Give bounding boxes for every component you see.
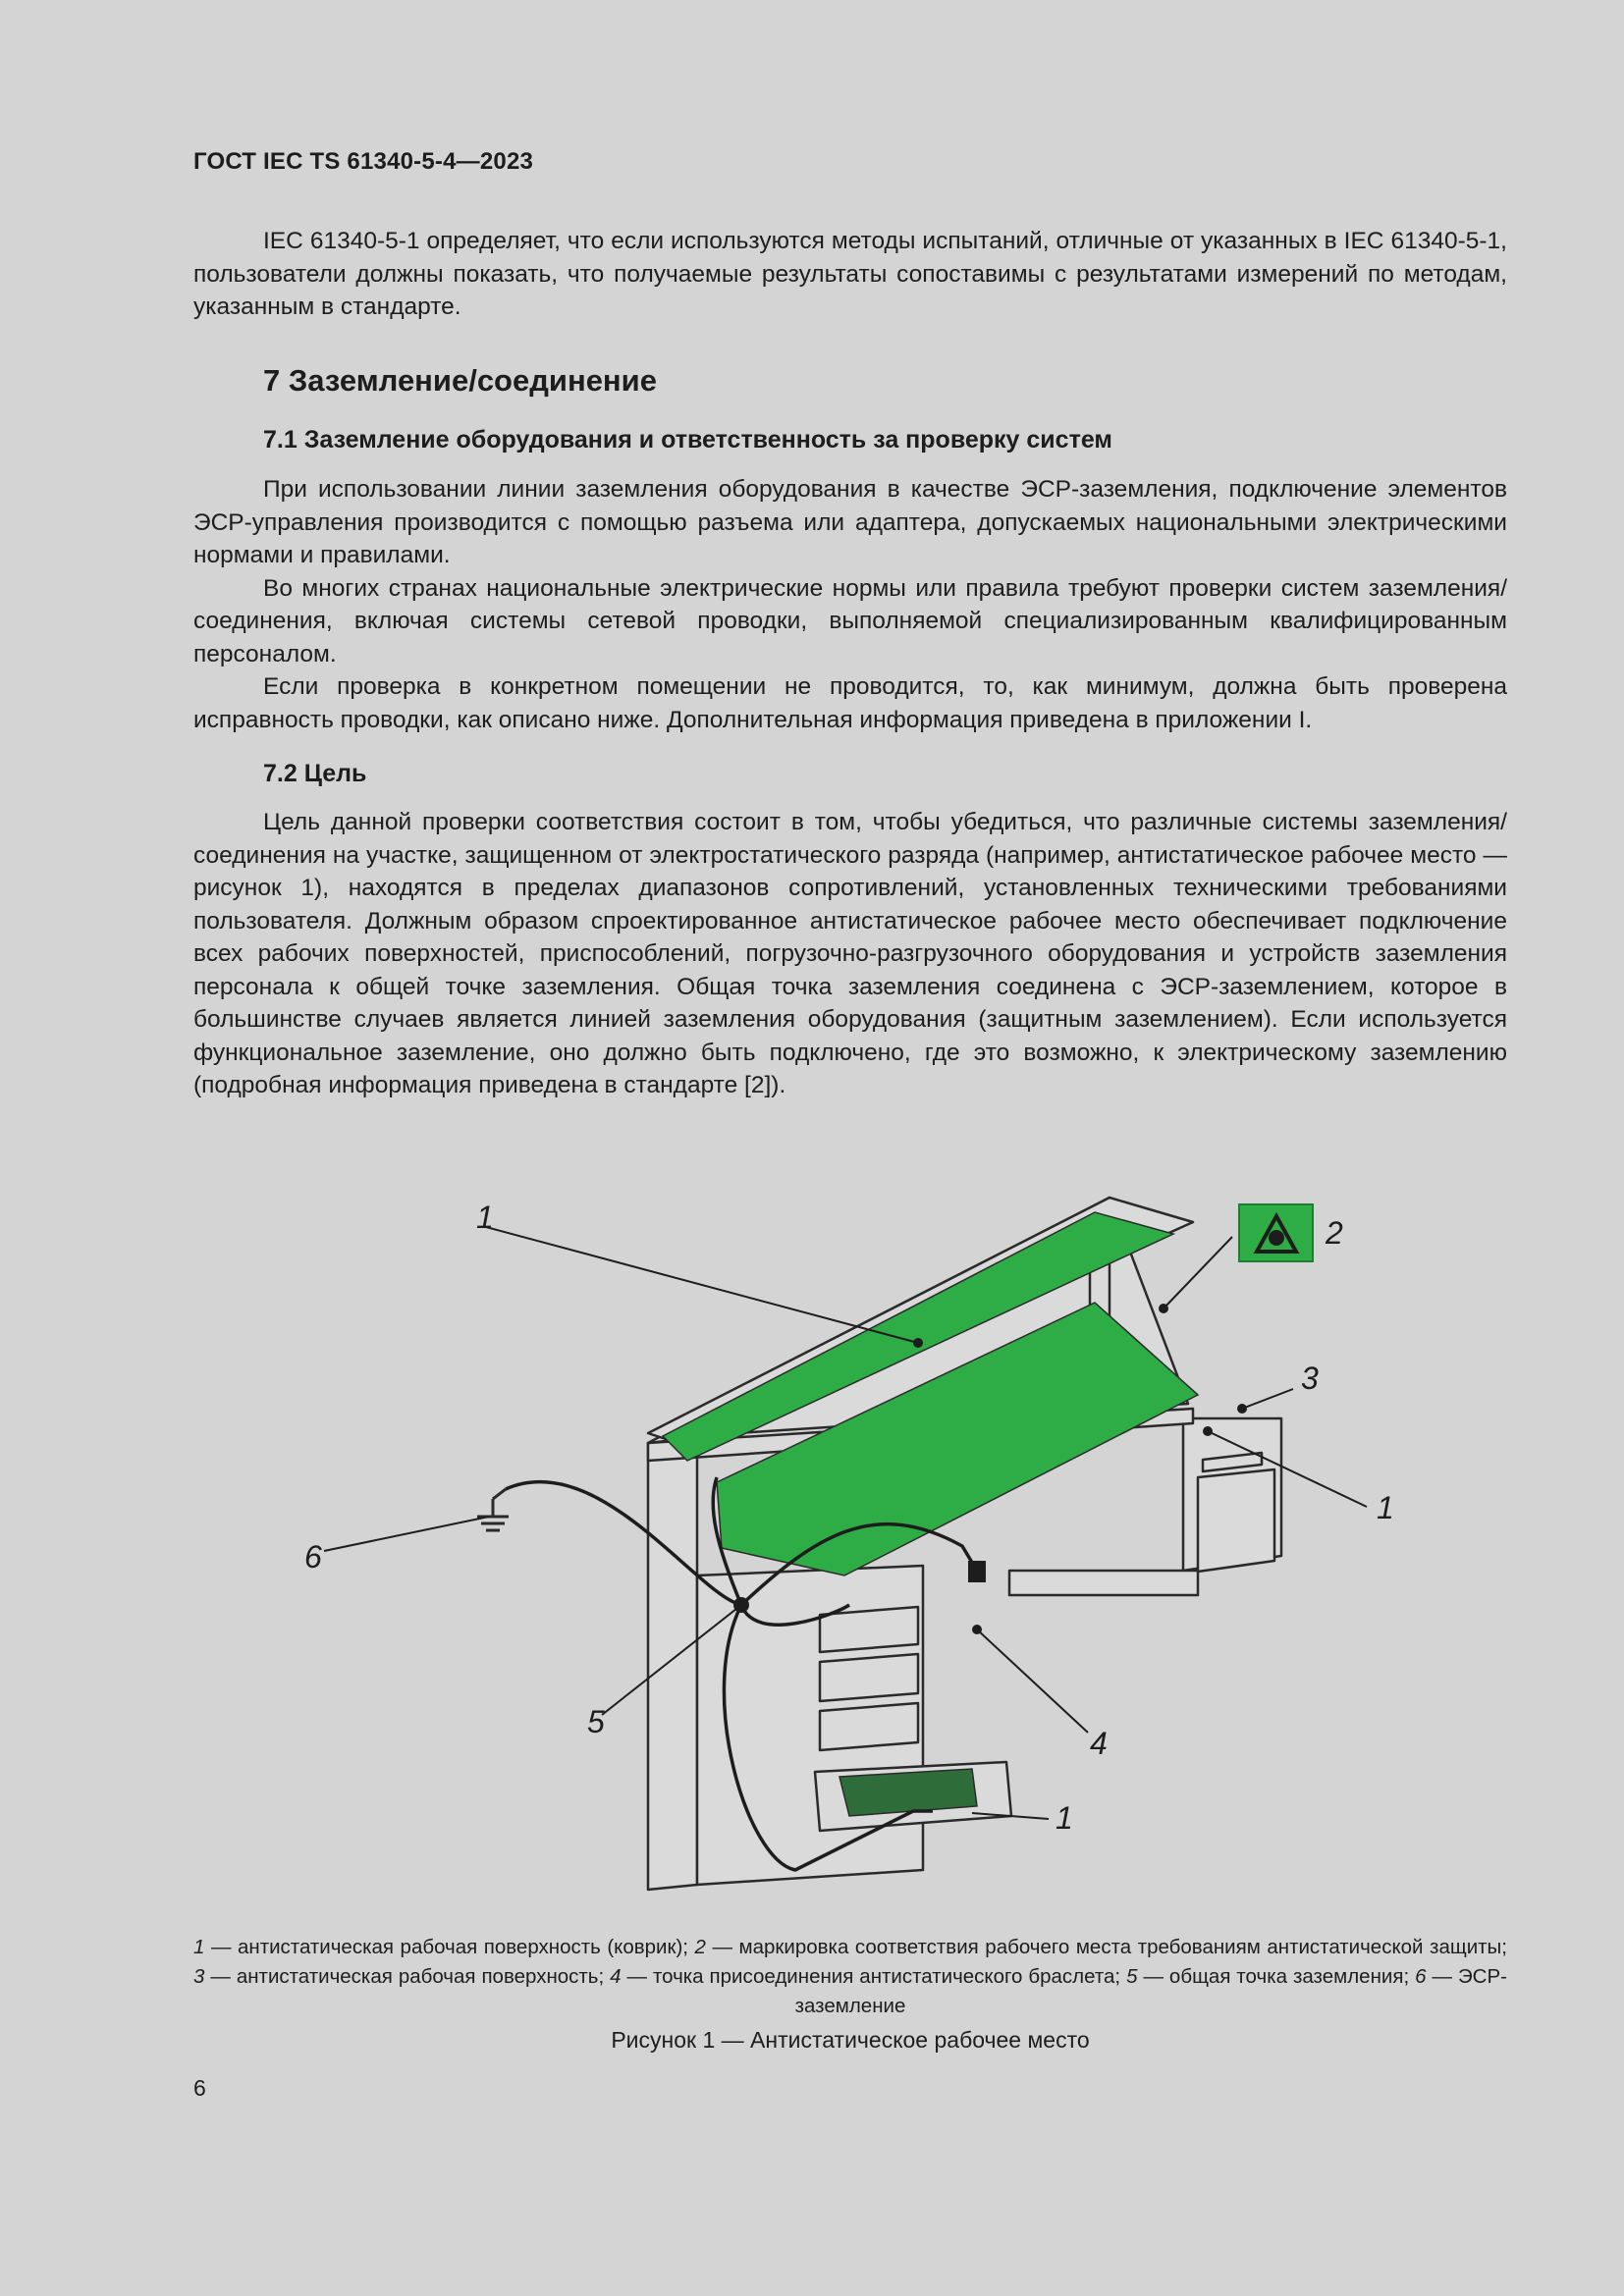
legend-num-2: 2 — [694, 1936, 706, 1958]
modesty-panel — [1009, 1571, 1198, 1595]
figure-esd-workstation — [285, 1183, 1394, 1895]
legend-num-1: 1 — [193, 1936, 205, 1958]
legend-num-6: 6 — [1415, 1965, 1427, 1988]
drawer-2 — [820, 1654, 918, 1701]
ground-symbol-icon — [477, 1489, 509, 1530]
section-7-title: 7 Заземление/соединение — [263, 363, 657, 398]
intro-block — [193, 225, 1507, 324]
legend-num-4: 4 — [610, 1965, 622, 1988]
left-pedestal-side — [648, 1433, 697, 1890]
intro-paragraph: IEC 61340-5-1 определяет, что если используются методы испытаний, отличные от указанных в IEC 61340-5-1, пользователи должны показать, что получаемые результаты сопоставимы с результатами измерений по методам, указанным в стандарте. — [193, 228, 1507, 320]
legend-text-6: — ЭСР-заземление — [794, 1965, 1507, 2017]
callout-2-esd-marking: 2 — [1326, 1215, 1343, 1251]
figure-legend — [193, 1933, 1507, 2021]
page-number: 6 — [193, 2075, 206, 2101]
callout-1-drawer-mat: 1 — [1056, 1800, 1073, 1836]
callout-1-desk-mat: 1 — [1377, 1490, 1394, 1525]
section-7-1-body — [193, 473, 1507, 736]
esd-hand-icon — [1269, 1230, 1284, 1246]
figure-caption: Рисунок 1 — Антистатическое рабочее место — [611, 2027, 1090, 2053]
legend-text-2: — маркировка соответствия рабочего места требованиям антистатической защиты; — [705, 1936, 1507, 1958]
callout-1-shelf-mat: 1 — [476, 1200, 494, 1235]
workstation-illustration — [285, 1183, 1394, 1895]
legend-text-3: — антистатическая рабочая поверхность; — [204, 1965, 611, 1988]
legend-text-1: — антистатическая рабочая поверхность (коврик); — [204, 1936, 695, 1958]
section-7-2-body — [193, 806, 1507, 1102]
legend-num-5: 5 — [1126, 1965, 1138, 1988]
document-header: ГОСТ IEC TS 61340-5-4—2023 — [193, 148, 534, 175]
callout-6-esd-ground: 6 — [304, 1539, 322, 1575]
section-7-2-paragraph: Цель данной проверки соответствия состоит в том, чтобы убедиться, что различные системы заземления/соединения на участке, защищенном от электростатического разряда (например, антистатическое рабочее место — рисунок 1), находятся в пределах диапазонов сопротивлений, установленных техническими требованиями пользователя. Должным образом спроектированное антистатическое рабочее место обеспечивает подключение всех рабочих поверхностей, приспособлений, погрузочно-разгрузочного оборудования и устройств заземления персонала к общей точке заземления. Общая точка заземления соединена с ЭСР-заземлением, которое в большинстве случаев является линией заземления оборудования (защитным заземлением). Если используется функциональное заземление, оно должно быть подключено, где это возможно, к электрическому заземлению (подробная информация приведена в стандарте [2]). — [193, 809, 1507, 1098]
section-7-1-paragraph-3: Если проверка в конкретном помещении не проводится, то, как минимум, должна быть проверена исправность проводки, как описано ниже. Дополнительная информация приведена в приложении I. — [193, 673, 1507, 733]
section-7-2-title: 7.2 Цель — [263, 760, 367, 787]
section-7-1-paragraph-1: При использовании линии заземления оборудования в качестве ЭСР-заземления, подключение элементов ЭСР-управления производится с помощью разъема или адаптера, допускаемых национальными электрическими нормами и правилами. — [193, 476, 1507, 568]
right-cabinet-door — [1198, 1469, 1274, 1572]
wrist-strap-jack — [968, 1561, 986, 1582]
legend-num-3: 3 — [193, 1965, 205, 1988]
legend-text-5: — общая точка заземления; — [1137, 1965, 1416, 1988]
callout-5-common-ground: 5 — [587, 1704, 605, 1739]
legend-text-4: — точка присоединения антистатического браслета; — [621, 1965, 1127, 1988]
drawer-3 — [820, 1703, 918, 1750]
callout-4-wrist-strap: 4 — [1090, 1726, 1108, 1761]
section-7-1-paragraph-2: Во многих странах национальные электрические нормы или правила требуют проверки систем заземления/соединения, включая системы сетевой проводки, выполняемой специализированным квалифицированным персоналом. — [193, 574, 1507, 667]
callout-3-work-surface: 3 — [1301, 1361, 1319, 1396]
section-7-1-title: 7.1 Заземление оборудования и ответственность за проверку систем — [263, 426, 1112, 454]
